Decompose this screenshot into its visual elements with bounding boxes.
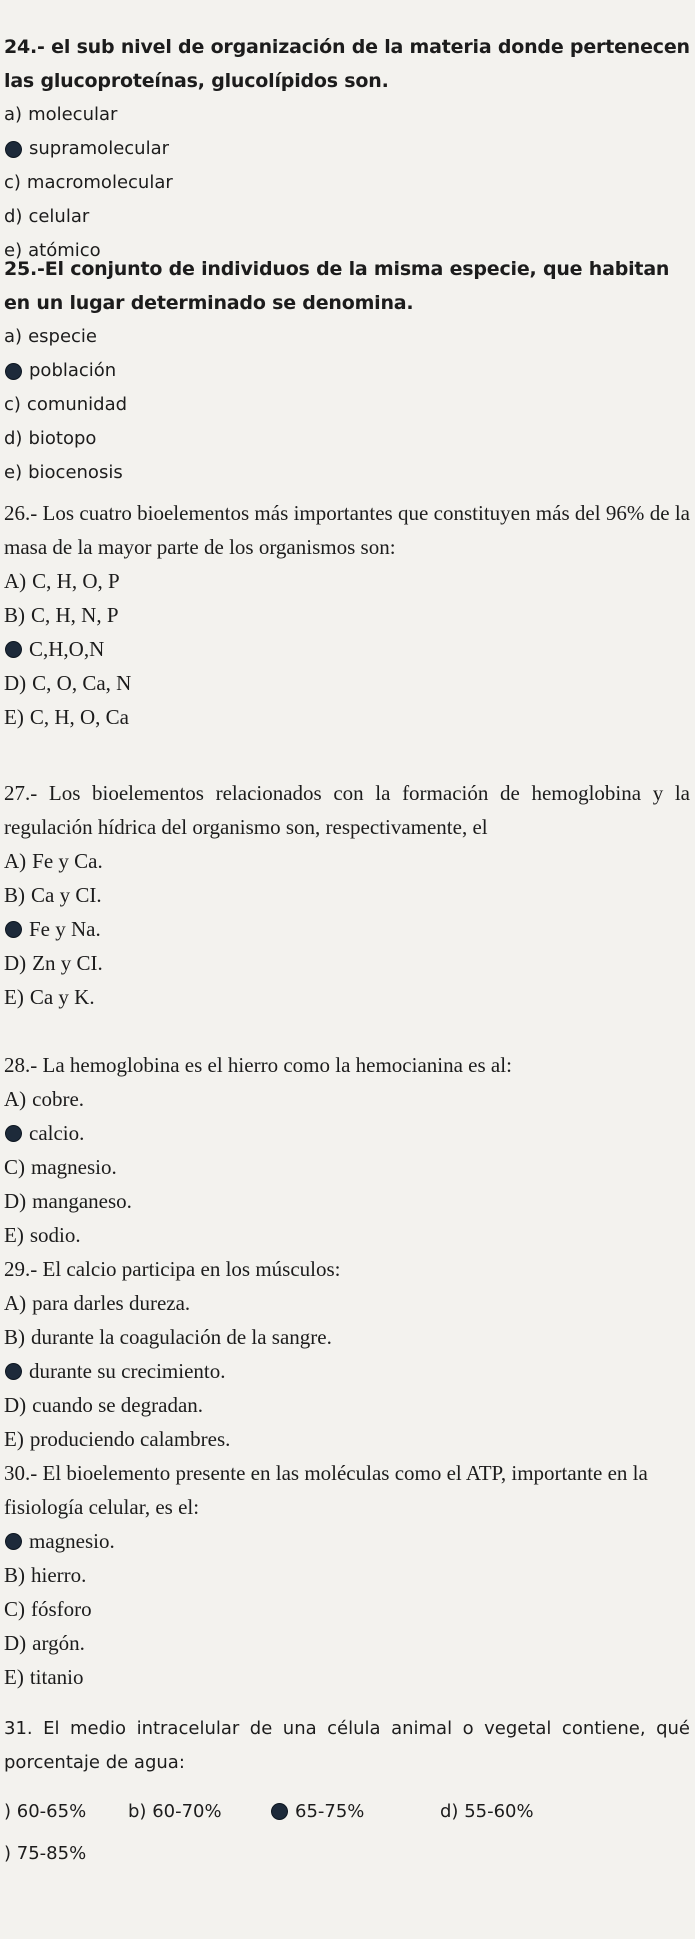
answer-mark-icon [6, 142, 21, 157]
question-27 [4, 776, 690, 1014]
option-d[interactable]: d) 55-60% [440, 1800, 534, 1822]
option-a[interactable]: A) Fe y Ca. [4, 849, 103, 873]
option-c-marked[interactable]: 65-75% [270, 1801, 440, 1822]
option-e[interactable]: ) 75-85% [4, 1842, 87, 1864]
option-e[interactable]: E) C, H, O, Ca [4, 705, 129, 729]
answer-mark-icon [6, 1534, 21, 1549]
option-c[interactable]: C) magnesio. [4, 1155, 117, 1179]
question-stem: 27.- Los bioelementos relacionados con la formación de hemoglobina y la regulación hídrica del organismo son, respectivamente, el [4, 781, 690, 839]
option-d[interactable]: D) cuando se degradan. [4, 1393, 204, 1417]
option-a[interactable]: a) especie [4, 326, 97, 347]
answer-mark-icon [6, 1364, 21, 1379]
question-31 [4, 1712, 690, 1870]
answer-mark-icon [6, 922, 21, 937]
option-d[interactable]: D) Zn y CI. [4, 951, 103, 975]
options-row [4, 1794, 690, 1828]
option-d[interactable]: D) manganeso. [4, 1189, 132, 1213]
option-e[interactable]: e) biocenosis [4, 462, 123, 483]
option-e[interactable]: E) produciendo calambres. [4, 1427, 231, 1451]
answer-mark-icon [272, 1804, 287, 1819]
option-b-marked[interactable]: supramolecular [4, 132, 690, 166]
answer-mark-icon [6, 364, 21, 379]
option-b-marked[interactable]: población [4, 354, 690, 388]
question-stem: 31. El medio intracelular de una célula animal o vegetal contiene, qué porcentaje de agua: [4, 1718, 690, 1773]
option-e[interactable]: E) titanio [4, 1665, 84, 1689]
question-25 [4, 252, 690, 490]
option-b[interactable]: B) hierro. [4, 1563, 87, 1587]
option-d[interactable]: d) celular [4, 206, 90, 227]
option-b-marked[interactable]: calcio. [4, 1116, 690, 1150]
option-c[interactable]: c) macromolecular [4, 172, 173, 193]
option-a[interactable]: a) molecular [4, 104, 118, 125]
option-b[interactable]: B) C, H, N, P [4, 603, 119, 627]
option-a[interactable]: A) C, H, O, P [4, 569, 120, 593]
question-29 [4, 1252, 690, 1456]
question-stem: 26.- Los cuatro bioelementos más importantes que constituyen más del 96% de la masa de la mayor parte de los organismos son: [4, 501, 690, 559]
question-26 [4, 496, 690, 734]
question-stem: 30.- El bioelemento presente en las moléculas como el ATP, importante en la fisiología celular, es el: [4, 1461, 648, 1519]
answer-mark-icon [6, 642, 21, 657]
option-d[interactable]: D) C, O, Ca, N [4, 671, 132, 695]
question-28 [4, 1048, 690, 1252]
option-e[interactable]: E) Ca y K. [4, 985, 95, 1009]
question-stem: 29.- El calcio participa en los músculos: [4, 1257, 341, 1281]
option-b[interactable]: b) 60-70% [128, 1800, 222, 1822]
option-d[interactable]: D) argón. [4, 1631, 85, 1655]
option-e[interactable]: e) atómico [4, 240, 101, 261]
question-30 [4, 1456, 690, 1694]
option-e[interactable]: E) sodio. [4, 1223, 81, 1247]
option-b[interactable]: B) Ca y CI. [4, 883, 102, 907]
option-b[interactable]: B) durante la coagulación de la sangre. [4, 1325, 332, 1349]
option-c[interactable]: C) fósforo [4, 1597, 92, 1621]
question-stem: 24.- el sub nivel de organización de la materia donde pertenecen las glucoproteínas, glucolípidos son. [4, 36, 690, 92]
question-stem: 25.-El conjunto de individuos de la misma especie, que habitan en un lugar determinado se denomina. [4, 258, 670, 314]
option-a-marked[interactable]: magnesio. [4, 1524, 690, 1558]
question-stem: 28.- La hemoglobina es el hierro como la hemocianina es al: [4, 1053, 512, 1077]
answer-mark-icon [6, 1126, 21, 1141]
option-c-marked[interactable]: Fe y Na. [4, 912, 690, 946]
option-a[interactable]: ) 60-65% [4, 1800, 87, 1822]
option-a[interactable]: A) para darles dureza. [4, 1291, 191, 1315]
option-d[interactable]: d) biotopo [4, 428, 97, 449]
option-c-marked[interactable]: durante su crecimiento. [4, 1354, 690, 1388]
option-c[interactable]: c) comunidad [4, 394, 128, 415]
question-24 [4, 30, 690, 268]
option-c-marked[interactable]: C,H,O,N [4, 632, 690, 666]
option-a[interactable]: A) cobre. [4, 1087, 85, 1111]
